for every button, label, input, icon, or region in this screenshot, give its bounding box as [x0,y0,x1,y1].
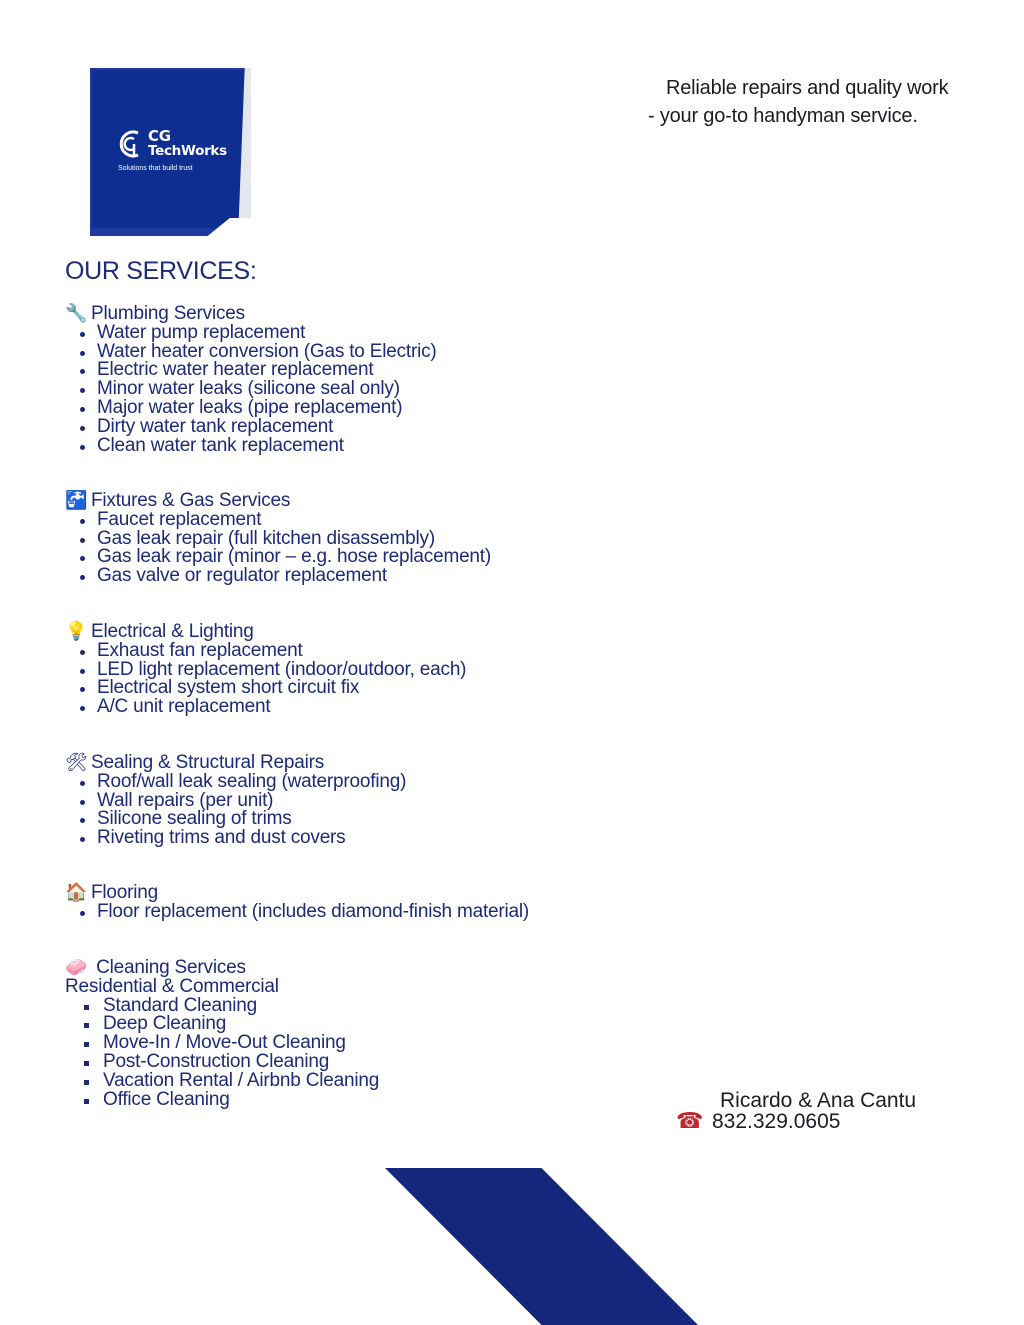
list-item: Water pump replacement [65,324,437,343]
list-item: Faucet replacement [65,511,491,530]
list-item: Standard Cleaning [65,997,379,1016]
service-list [65,994,380,1110]
logo-name [148,129,227,159]
light-bulb-icon: 💡 [65,621,88,641]
house-icon: 🏠 [65,882,88,902]
section-title-text: Electrical & Lighting [91,621,254,642]
decorative-stripe [385,1168,698,1325]
list-item: Post-Construction Cleaning [65,1053,379,1072]
list-item: Vacation Rental / Airbnb Cleaning [65,1072,379,1091]
service-list [65,770,407,849]
section-title-text: Cleaning Services [91,957,246,978]
list-item: Dirty water tank replacement [65,418,437,437]
tagline-line2: - your go-to handyman service. [648,105,918,127]
section-title [65,304,437,324]
list-item: Floor replacement (includes diamond-finish material) [65,903,529,922]
contact-name: Ricardo & Ana Cantu [720,1089,917,1112]
list-item: Deep Cleaning [65,1015,379,1034]
section-title-text: Plumbing Services [91,303,245,324]
list-item: Exhaust fan replacement [65,642,466,661]
logo-name-line1: CG [148,127,171,145]
list-item: Gas valve or regulator replacement [65,567,491,586]
logo-tagline: Solutions that build trust [118,165,193,172]
tools-icon: 🛠 [65,752,88,772]
tagline-line1: Reliable repairs and quality work [666,77,949,99]
wrench-icon: 🔧 [65,303,88,323]
list-item: Minor water leaks (silicone seal only) [65,380,437,399]
section-flooring [65,883,529,922]
logo-name-line2: TechWorks [148,143,227,159]
list-item: Major water leaks (pipe replacement) [65,399,437,418]
service-list [65,900,530,922]
list-item: Gas leak repair (minor – e.g. hose replacement) [65,548,491,567]
contact-block [676,1091,916,1132]
company-tagline [648,74,958,130]
section-sealing-structural [65,753,406,848]
list-item: Wall repairs (per unit) [65,792,406,811]
section-cleaning [65,958,379,1109]
section-title-text: Flooring [91,882,159,903]
list-item: Roof/wall leak sealing (waterproofing) [65,773,406,792]
list-item: Office Cleaning [65,1091,379,1110]
list-item: Electrical system short circuit fix [65,679,466,698]
section-title [65,622,466,642]
section-title [65,883,529,903]
service-list [65,321,437,456]
list-item: Electric water heater replacement [65,361,437,380]
section-plumbing [65,304,437,455]
company-logo [90,68,251,236]
list-item: A/C unit replacement [65,698,466,717]
list-item: Riveting trims and dust covers [65,829,406,848]
section-title [65,958,379,978]
section-title-text: Sealing & Structural Repairs [91,752,325,773]
section-subtitle: Residential & Commercial [65,975,279,997]
section-title [65,753,406,773]
section-fixtures-gas [65,491,491,586]
list-item: LED light replacement (indoor/outdoor, each) [65,661,466,680]
service-list [65,508,492,587]
telephone-icon: ☎ [676,1108,704,1133]
faucet-icon: 🚰 [65,490,88,510]
list-item: Water heater conversion (Gas to Electric) [65,343,437,362]
section-title-text: Fixtures & Gas Services [91,490,291,511]
soap-icon: 🧼 [65,957,88,977]
services-heading: OUR SERVICES: [65,257,257,285]
section-title [65,491,491,511]
section-electrical [65,622,466,717]
service-list [65,639,467,718]
contact-phone-row [676,1108,916,1133]
list-item: Move-In / Move-Out Cleaning [65,1034,379,1053]
list-item: Gas leak repair (full kitchen disassembly) [65,530,491,549]
list-item: Clean water tank replacement [65,437,437,456]
list-item: Silicone sealing of trims [65,810,406,829]
contact-phone[interactable]: 832.329.0605 [712,1110,841,1133]
logo-c-mark-icon [118,128,144,160]
